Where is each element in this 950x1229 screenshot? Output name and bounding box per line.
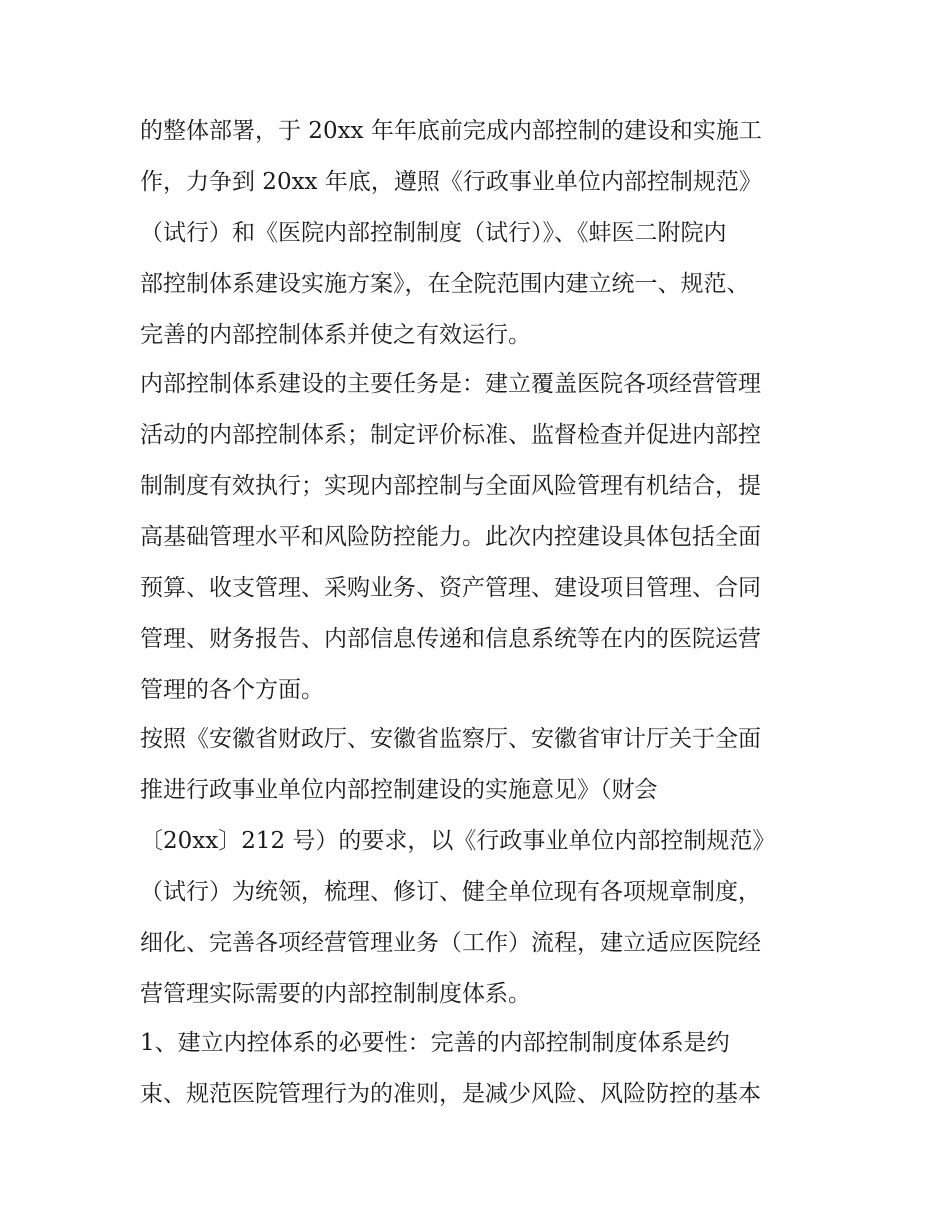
text-line: 部控制体系建设实施方案》，在全院范围内建立统一、规范、	[140, 271, 750, 297]
text-line: 营管理实际需要的内部控制制度体系。	[140, 981, 531, 1007]
text-line: 管理的各个方面。	[140, 677, 324, 703]
text-line: 〔20xx〕212 号）的要求，以《行政事业单位内部控制规范》	[140, 828, 776, 854]
text-line: （试行）为统领，梳理、修订、健全单位现有各项规章制度，	[140, 879, 761, 905]
text-line: 1、建立内控体系的必要性：完善的内部控制制度体系是约	[140, 1030, 730, 1056]
text-line: 制制度有效执行；实现内部控制与全面风险管理有机结合，提	[140, 473, 761, 499]
text-line: 作，力争到 20xx 年底，遵照《行政事业单位内部控制规范》	[140, 169, 762, 195]
text-line: 活动的内部控制体系；制定评价标准、监督检查并促进内部控	[140, 422, 761, 448]
text-line: 推进行政事业单位内部控制建设的实施意见》（财会	[140, 777, 658, 803]
text-line: 预算、收支管理、采购业务、资产管理、建设项目管理、合同	[140, 575, 761, 601]
text-line: 高基础管理水平和风险防控能力。此次内控建设具体包括全面	[140, 524, 761, 550]
text-line: 的整体部署，于 20xx 年年底前完成内部控制的建设和实施工	[140, 118, 762, 144]
text-line: 内部控制体系建设的主要任务是：建立覆盖医院各项经营管理	[140, 371, 761, 397]
text-line: 完善的内部控制体系并使之有效运行。	[140, 322, 531, 348]
text-line: （试行）和《医院内部控制制度（试行）》、《蚌医二附院内	[140, 220, 727, 246]
text-line: 细化、完善各项经营管理业务（工作）流程，建立适应医院经	[140, 930, 761, 956]
text-line: 管理、财务报告、内部信息传递和信息系统等在内的医院运营	[140, 626, 761, 652]
text-line: 按照《安徽省财政厅、安徽省监察厅、安徽省审计厅关于全面	[140, 726, 761, 752]
text-line: 束、规范医院管理行为的准则，是减少风险、风险防控的基本	[140, 1081, 761, 1107]
